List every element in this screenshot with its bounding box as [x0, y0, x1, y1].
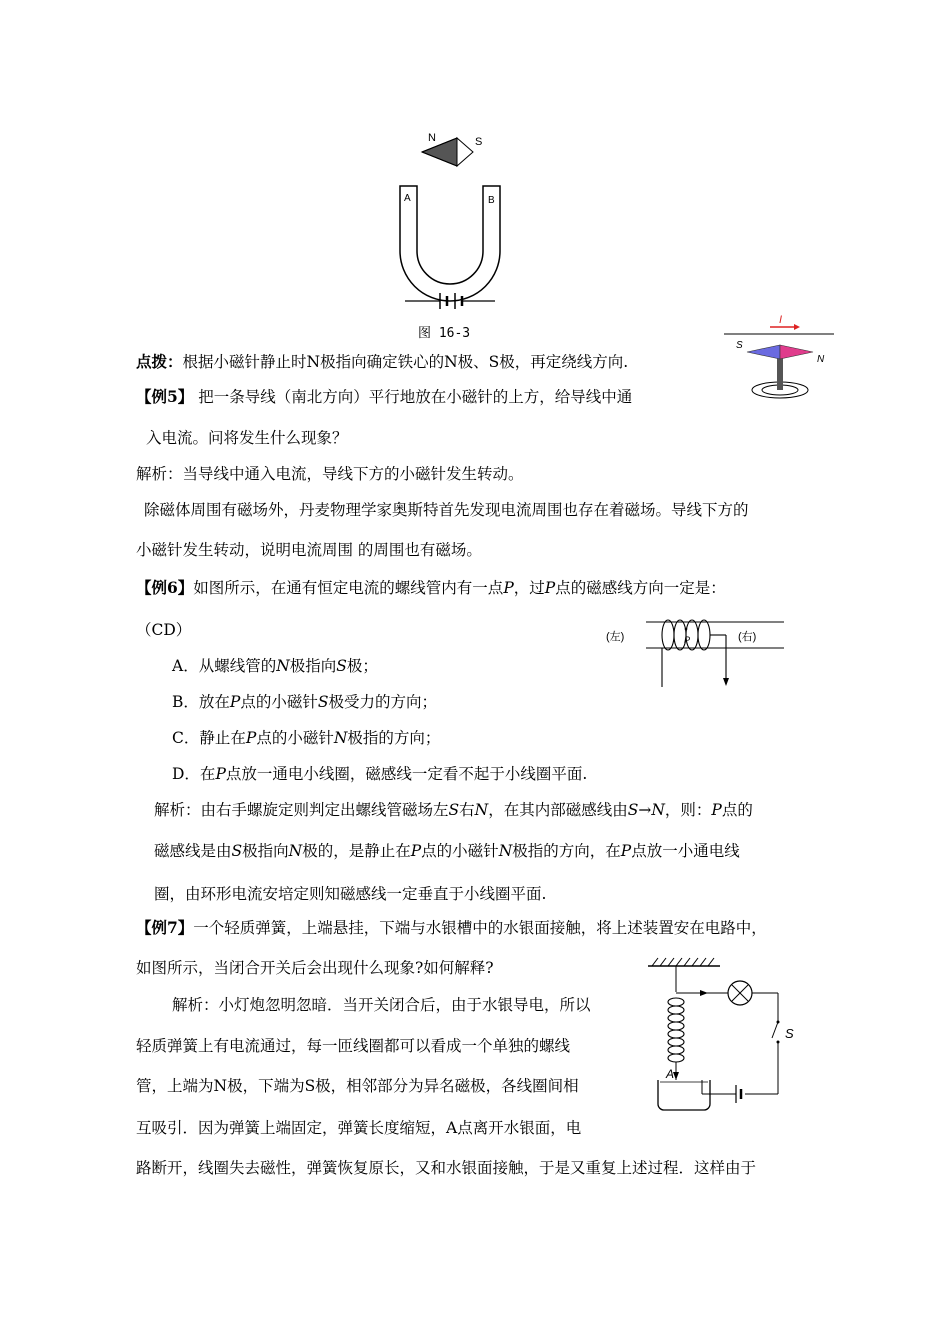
- coil: [662, 620, 726, 687]
- example7-question-line2: 如图所示，当闭合开关后会出现什么现象?如何解释?: [136, 959, 494, 977]
- compass-s-label: S: [736, 340, 743, 351]
- example6-solution-line3: 圈，由环形电流安培定则知磁感线一定垂直于小线圈平面.: [154, 885, 547, 903]
- core-a-label: A: [404, 193, 411, 204]
- compass-n-label: N: [817, 354, 825, 365]
- switch: [772, 1022, 778, 1038]
- compass-wire-figure: [722, 312, 837, 407]
- example7-answer-line4: 互吸引．因为弹簧上端固定，弹簧长度缩短，A点离开水银面，电: [136, 1119, 582, 1137]
- example6-answer: （CD）: [136, 621, 192, 639]
- option-c: C．静止在P点的小磁针N极指的方向；: [172, 729, 441, 747]
- example5-answer-line1: 解析：当导线中通入电流，导线下方的小磁针发生转动。: [136, 465, 524, 483]
- option-b: B．放在P点的小磁针S极受力的方向；: [172, 693, 437, 711]
- u-shaped-core: [400, 186, 500, 301]
- core-b-label: B: [488, 195, 495, 206]
- example7-answer-line2: 轻质弹簧上有电流通过，每一匝线圈都可以看成一个单独的螺线: [136, 1037, 571, 1055]
- solenoid-figure: [604, 612, 794, 692]
- current-label: I: [779, 314, 783, 326]
- needle-s-label: S: [475, 136, 483, 148]
- example5-answer-line2: 除磁体周围有磁场外，丹麦物理学家奥斯特首先发现电流周围也存在着磁场。导线下方的: [144, 501, 749, 519]
- right-label: (右): [738, 631, 757, 643]
- example5-answer-line3: 小磁针发生转动，说明电流周围 的周围也有磁场。: [136, 541, 482, 559]
- example6-question: 【例6】如图所示，在通有恒定电流的螺线管内有一点P，过P点的磁感线方向一定是：: [136, 578, 726, 597]
- example6-solution-line1: 解析：由右手螺旋定则判定出螺线管磁场左S右N，在其内部磁感线由S→N，则：P点的: [154, 801, 753, 819]
- hint-line: 点拨：根据小磁针静止时N极指向确定铁心的N极、S极，再定绕线方向.: [136, 352, 629, 371]
- example7-question-line1: 【例7】一个轻质弹簧，上端悬挂，下端与水银槽中的水银面接触，将上述装置安在电路中，: [136, 918, 767, 937]
- example7-answer-line3: 管，上端为N极，下端为S极，相邻部分为异名磁极，各线圈间相: [136, 1077, 579, 1095]
- spring-circuit-figure: [640, 952, 820, 1112]
- needle-n-label: N: [428, 132, 436, 144]
- example5-question-line2: 入电流。问将发生什么现象？: [146, 429, 348, 447]
- figure-caption: 图 16-3: [418, 326, 471, 341]
- p-label: P: [684, 635, 691, 645]
- spring-coil: [668, 998, 684, 1062]
- switch-s-label: S: [785, 1026, 794, 1041]
- option-d: D．在P点放一通电小线圈，磁感线一定看不起于小线圈平面.: [172, 765, 588, 783]
- option-a: A．从螺线管的N极指向S极；: [172, 657, 378, 675]
- point-a-label: A: [666, 1067, 675, 1081]
- example6-solution-line2: 磁感线是由S极指向N极的，是静止在P点的小磁针N极指的方向，在P点放一小通电线: [154, 842, 740, 860]
- example7-answer-line5: 路断开，线圈失去磁性，弹簧恢复原长，又和水银面接触，于是又重复上述过程．这样由于: [136, 1159, 757, 1177]
- example5-question-line1: 【例5】 把一条导线（南北方向）平行地放在小磁针的上方，给导线中通: [136, 387, 633, 406]
- example7-answer-line1: 解析：小灯炮忽明忽暗．当开关闭合后，由于水银导电，所以: [172, 996, 591, 1014]
- figure-16-3: [395, 126, 505, 326]
- left-label: (左): [606, 631, 625, 643]
